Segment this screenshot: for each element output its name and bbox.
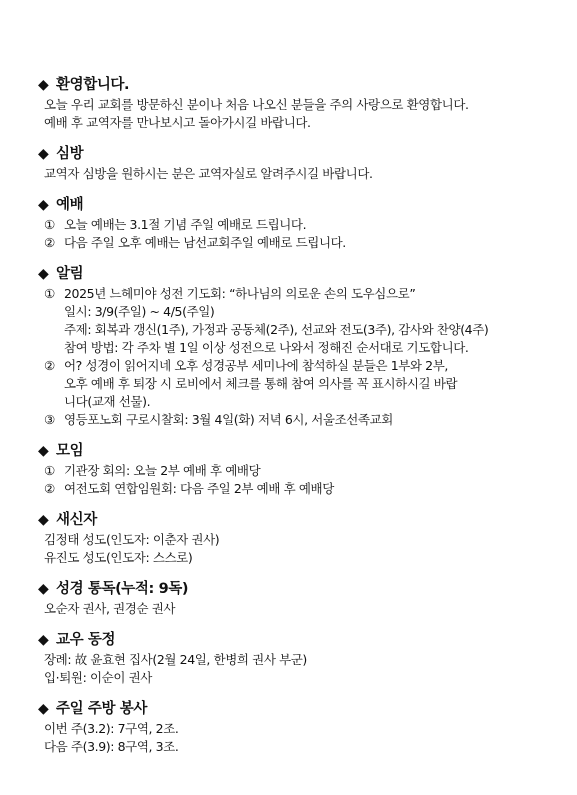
item-text: 여전도회 연합임원회: 다음 주일 2부 예배 후 예배당 [64, 481, 334, 496]
section-member-news [38, 631, 548, 687]
diamond-bullet-icon: ◆ [38, 512, 49, 528]
diamond-bullet-icon: ◆ [38, 443, 49, 459]
notice-date: 일시: 3/9(주일) ~ 4/5(주일) [64, 304, 215, 319]
text-line: 장례: 故 윤효현 집사(2월 24일, 한병희 권사 부군) [44, 652, 307, 667]
diamond-bullet-icon: ◆ [38, 581, 49, 597]
diamond-bullet-icon: ◆ [38, 146, 49, 162]
text-line: 교역자 심방을 원하시는 분은 교역자실로 알려주시길 바랍니다. [44, 166, 373, 181]
item-text: 2025년 느헤미야 성전 기도회: “하나님의 의로운 손의 도우심으로” [64, 286, 416, 301]
text-line: 오순자 권사, 권경순 권사 [44, 601, 176, 616]
section-title: 새신자 [56, 512, 97, 528]
diamond-bullet-icon: ◆ [38, 77, 49, 93]
item-text: 영등포노회 구로시찰회: 3월 4일(화) 저녁 6시, 서울조선족교회 [64, 412, 393, 427]
item-number: ③ [44, 412, 55, 427]
section-heading [38, 442, 548, 461]
section-title: 환영합니다. [56, 77, 130, 93]
diamond-bullet-icon: ◆ [38, 632, 49, 648]
section-heading [38, 265, 548, 284]
section-heading [38, 631, 548, 650]
text-line: 이번 주(3.2): 7구역, 2조. [44, 721, 179, 736]
section-heading [38, 145, 548, 164]
item-text: 다음 주일 오후 예배는 남선교회주일 예배로 드립니다. [64, 235, 346, 250]
item-number: ① [44, 217, 55, 232]
section-heading [38, 76, 548, 95]
section-welcome [38, 76, 548, 132]
diamond-bullet-icon: ◆ [38, 266, 49, 282]
section-title: 성경 통독(누적: 9독) [56, 581, 189, 597]
section-title: 모임 [56, 443, 84, 459]
section-visitation [38, 145, 548, 183]
section-heading [38, 580, 548, 599]
section-bible-reading [38, 580, 548, 618]
list-item [38, 234, 548, 252]
section-newcomers [38, 511, 548, 567]
section-title: 예배 [56, 197, 84, 213]
list-item [38, 357, 548, 411]
section-title: 교우 동정 [56, 632, 116, 648]
section-worship [38, 196, 548, 252]
list-item [38, 480, 548, 498]
item-number: ① [44, 463, 55, 478]
list-item [38, 462, 548, 480]
section-title: 알림 [56, 266, 84, 282]
item-number: ② [44, 358, 55, 373]
section-title: 심방 [56, 146, 84, 162]
item-number: ① [44, 286, 55, 301]
item-text: 기관장 회의: 오늘 2부 예배 후 예배당 [64, 463, 261, 478]
text-line: 김정태 성도(인도자: 이춘자 권사) [44, 532, 220, 547]
section-heading [38, 700, 548, 719]
section-heading [38, 511, 548, 530]
text-line: 유진도 성도(인도자: 스스로) [44, 550, 193, 565]
diamond-bullet-icon: ◆ [38, 701, 49, 717]
section-notices [38, 265, 548, 429]
text-line: 다음 주(3.9): 8구역, 3조. [44, 739, 179, 754]
section-kitchen-service [38, 700, 548, 756]
section-title: 주일 주방 봉사 [56, 701, 147, 717]
notice-topic: 주제: 회복과 갱신(1주), 가정과 공동체(2주), 선교와 전도(3주), 감사와 찬양(4주) [64, 322, 489, 337]
diamond-bullet-icon: ◆ [38, 197, 49, 213]
text-line: 예배 후 교역자를 만나보시고 돌아가시길 바랍니다. [44, 115, 311, 130]
list-item [38, 411, 548, 429]
section-heading [38, 196, 548, 215]
text-line: 입·퇴원: 이순이 권사 [44, 670, 152, 685]
list-item [38, 285, 548, 303]
item-text: 어? 성경이 읽어지네 오후 성경공부 세미나에 참석하실 분들은 1부와 2부, 오후 예배 후 퇴장 시 로비에서 체크를 통해 참여 의사를 꼭 표시하시길 바랍니다(교재 선물). [64, 358, 458, 409]
item-number: ② [44, 235, 55, 250]
list-item [38, 216, 548, 234]
item-text: 오늘 예배는 3.1절 기념 주일 예배로 드립니다. [64, 217, 307, 232]
notice-method: 참여 방법: 각 주차 별 1일 이상 성전으로 나와서 정해진 순서대로 기도합니다. [64, 340, 469, 355]
text-line: 오늘 우리 교회를 방문하신 분이나 처음 나오신 분들을 주의 사랑으로 환영합니다. [44, 97, 469, 112]
section-meetings [38, 442, 548, 498]
item-number: ② [44, 481, 55, 496]
bulletin-page [38, 76, 548, 769]
